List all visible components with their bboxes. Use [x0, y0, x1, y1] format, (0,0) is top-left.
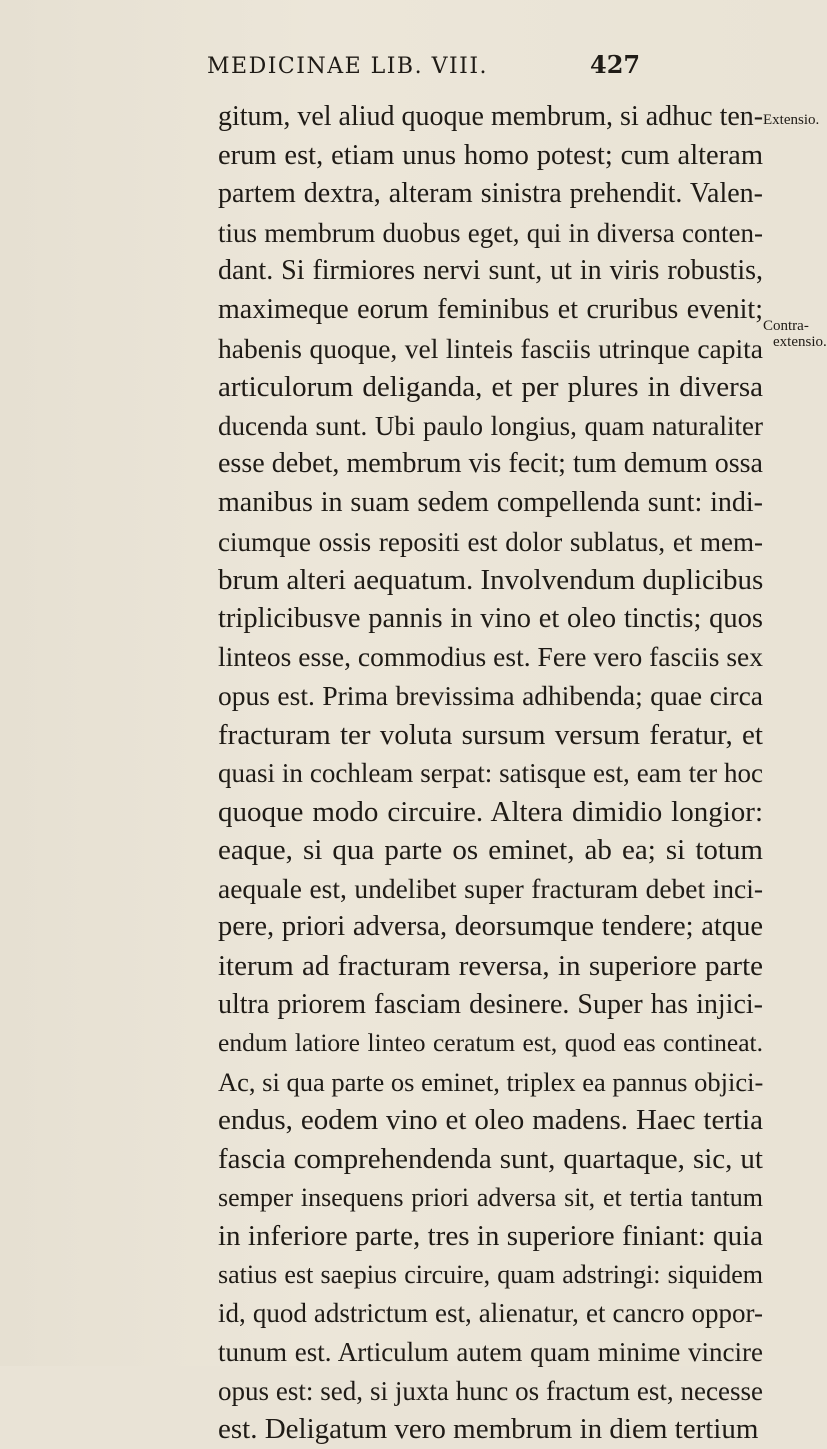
text-line: habenis quoque, vel linteis fasciis utrinque capita — [218, 332, 763, 364]
text-line: ultra priorem fasciam desinere. Super has injici- — [218, 988, 763, 1020]
text-line: gitum, vel aliud quoque membrum, si adhuc ten- — [218, 101, 764, 132]
text-line: eaque, si qua parte os eminet, ab ea; si totum — [218, 834, 763, 867]
text-line: satius est saepius circuire, quam adstringi: siquidem — [218, 1259, 763, 1289]
text-line: brum alteri aequatum. Involvendum duplicibus — [218, 564, 764, 597]
text-line: ciumque ossis repositi est dolor sublatus, et mem- — [218, 526, 763, 557]
text-line: articulorum deliganda, et per plures in diversa — [218, 371, 763, 404]
text-line: manibus in suam sedem compellenda sunt: indi- — [218, 486, 763, 518]
text-line: erum est, etiam unus homo potest; cum alteram — [218, 139, 763, 171]
text-line: fascia comprehendenda sunt, quartaque, sic, ut — [218, 1143, 763, 1176]
margin-note-extensio — [763, 112, 819, 128]
margin-note-text: Extensio. — [763, 112, 820, 128]
text-line: Ac, si qua parte os eminet, triplex ea pannus objici- — [218, 1066, 764, 1097]
text-line: tunum est. Articulum autem quam minime vincire — [218, 1337, 763, 1367]
text-line: ducenda sunt. Ubi paulo longius, quam naturaliter — [218, 410, 763, 441]
text-line: esse debet, membrum vis fecit; tum demum ossa — [218, 448, 763, 480]
page-number: 427 — [590, 50, 641, 79]
text-line: opus est: sed, si juxta hunc os fractum est, necesse — [218, 1375, 763, 1406]
margin-note-contra-extensio — [763, 318, 827, 350]
text-line: pere, priori adversa, deorsumque tendere; atque — [218, 911, 763, 943]
text-line: semper insequens priori adversa sit, et tertia tantum — [218, 1182, 763, 1212]
text-line: id, quod adstrictum est, alienatur, et cancro oppor- — [218, 1298, 763, 1329]
margin-note-text: Contra- — [763, 318, 809, 334]
text-line: fracturam ter voluta sursum versum feratur, et — [218, 718, 763, 751]
text-line: quasi in cochleam serpat: satisque est, eam ter hoc — [218, 758, 763, 789]
text-line: triplicibusve pannis in vino et oleo tinctis; quos — [218, 602, 763, 634]
text-line: est. Deligatum vero membrum in diem tertium — [218, 1413, 759, 1446]
text-line: endum latiore linteo ceratum est, quod eas contineat. — [218, 1028, 763, 1058]
body-text — [218, 98, 763, 1449]
text-line: dant. Si firmiores nervi sunt, ut in viris robustis, — [218, 255, 763, 287]
text-line: in inferiore parte, tres in superiore finiant: quia — [218, 1220, 763, 1253]
text-line: iterum ad fracturam reversa, in superiore parte — [218, 950, 763, 983]
running-title: MEDICINAE LIB. VIII. — [207, 54, 489, 79]
running-header — [0, 48, 800, 88]
text-line: endus, eodem vino et oleo madens. Haec tertia — [218, 1104, 763, 1137]
text-line: maximeque eorum feminibus et cruribus evenit; — [218, 293, 763, 325]
text-line: partem dextra, alteram sinistra prehendit. Valen- — [218, 178, 763, 210]
margin-note-text: extensio. — [773, 334, 827, 350]
text-line: opus est. Prima brevissima adhibenda; quae circa — [218, 679, 763, 711]
text-line: linteos esse, commodius est. Fere vero fasciis sex — [218, 641, 763, 673]
text-line: quoque modo circuire. Altera dimidio longior: — [218, 795, 763, 828]
text-line: tius membrum duobus eget, qui in diversa conten- — [218, 217, 763, 248]
text-line: aequale est, undelibet super fracturam debet inci- — [218, 872, 763, 904]
